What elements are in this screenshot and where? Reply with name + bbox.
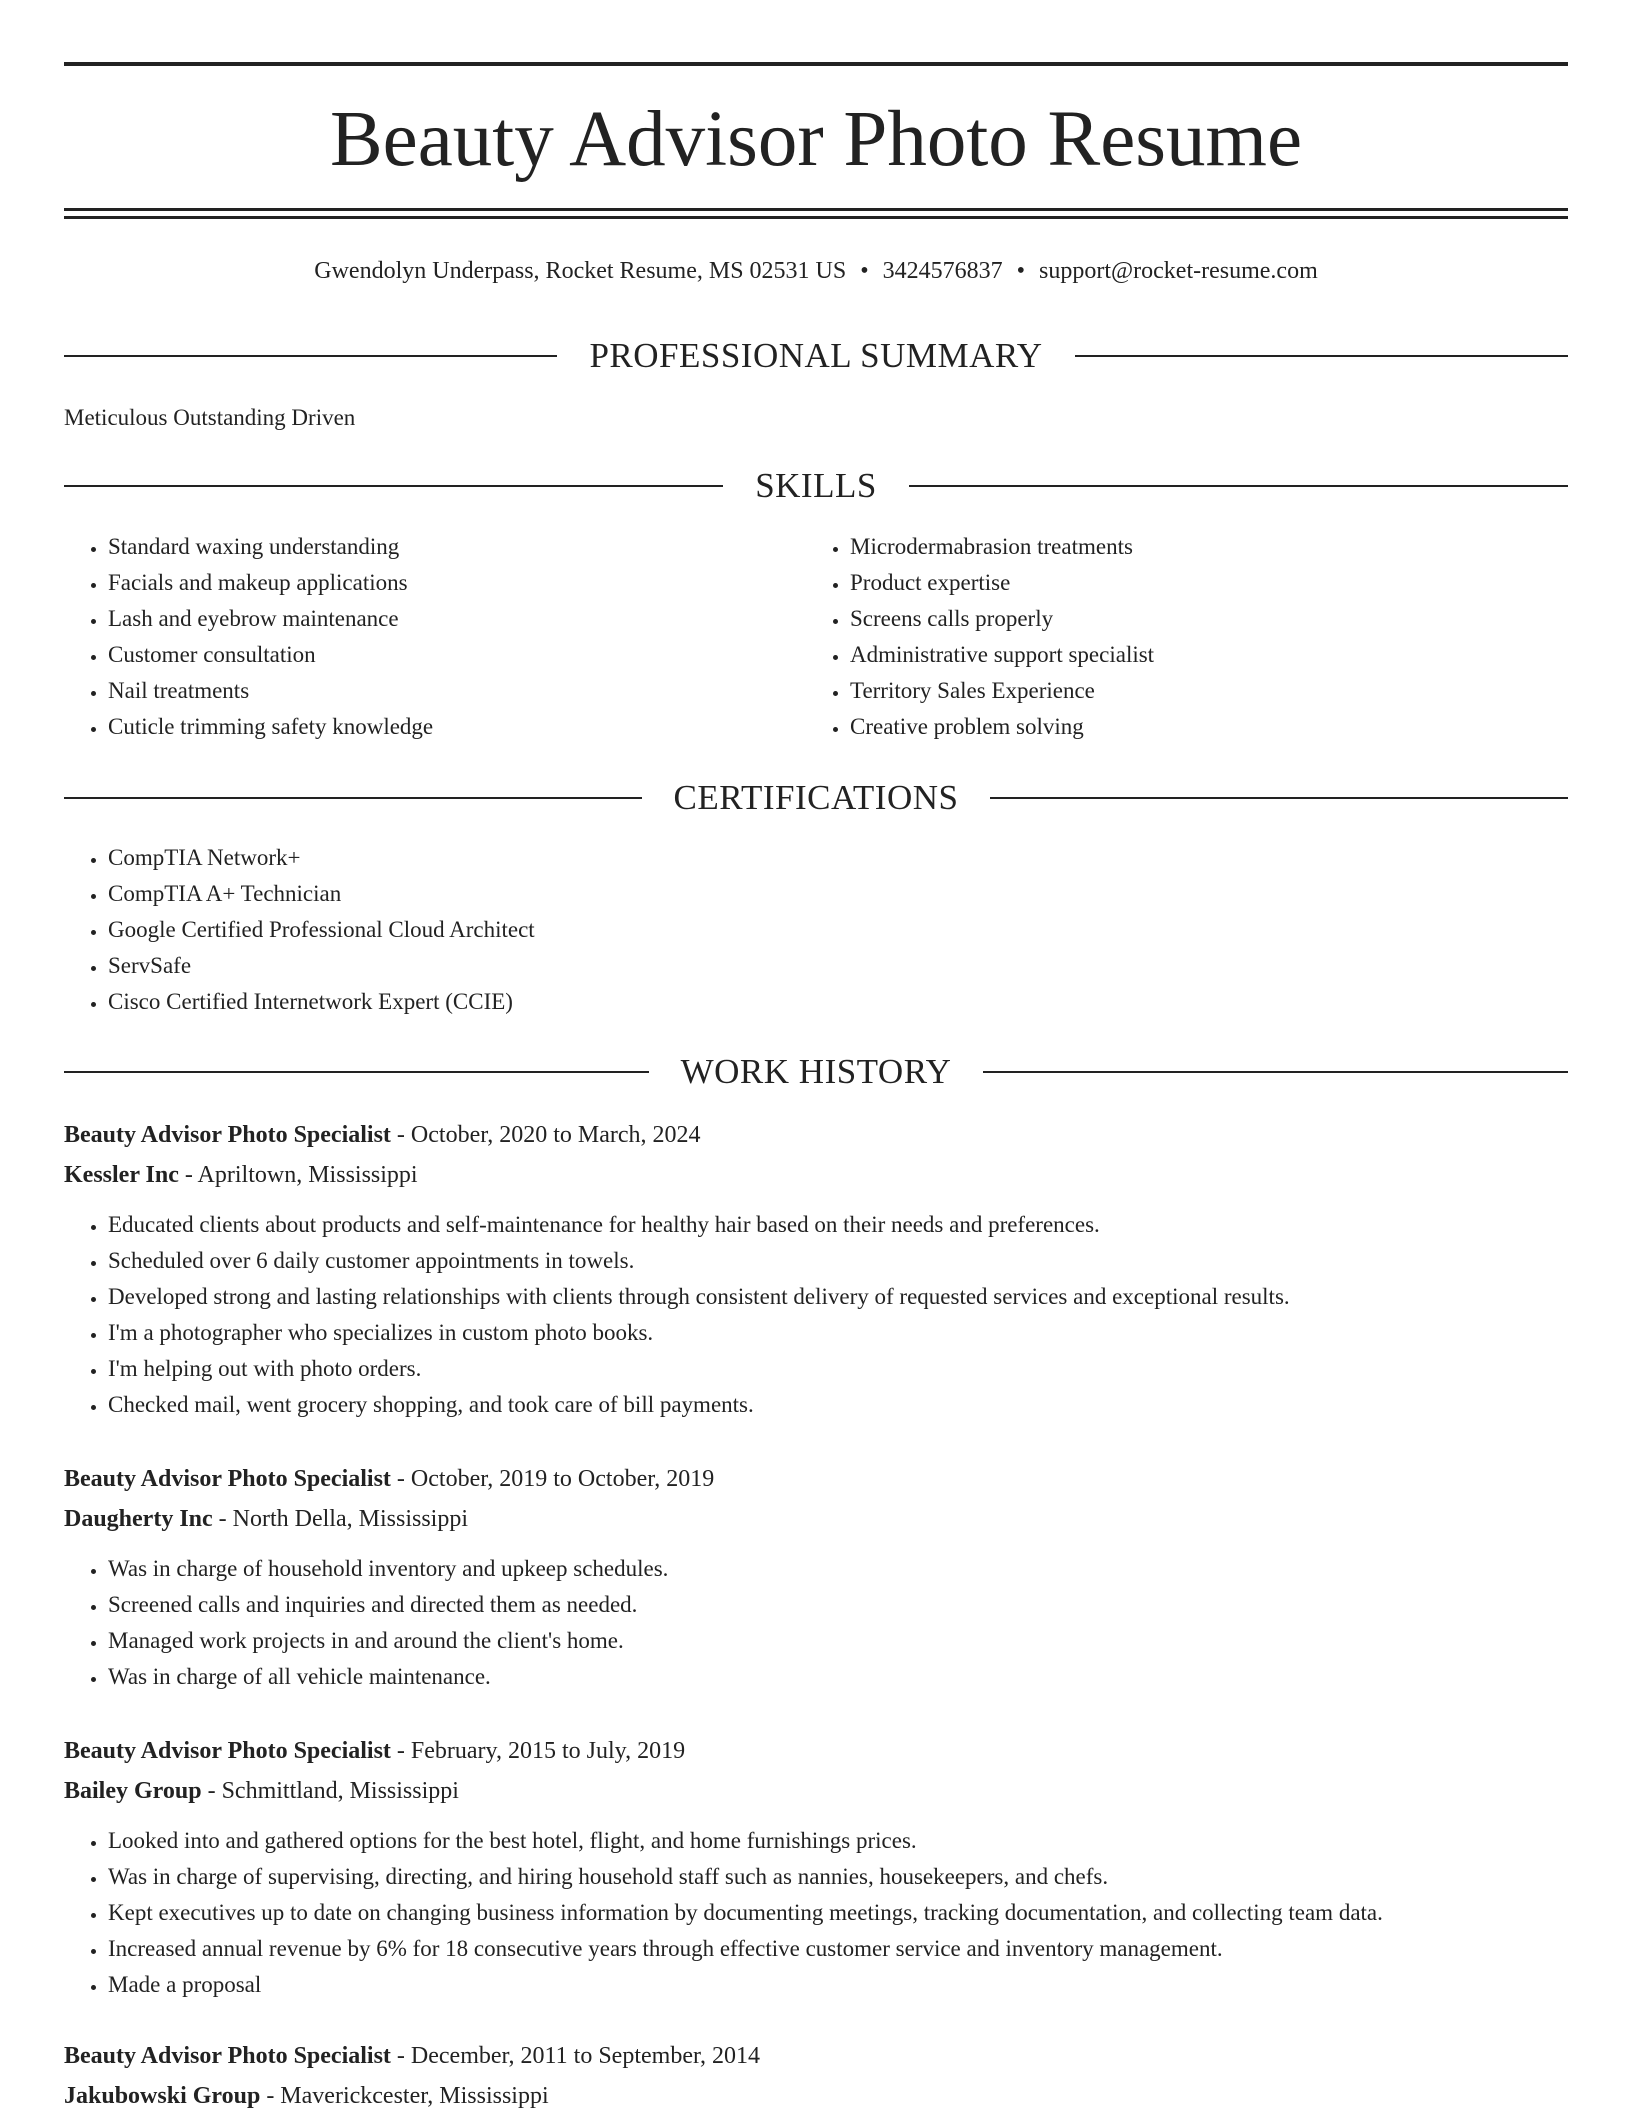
job-bullets <box>64 1207 1568 1423</box>
job-dates: - October, 2020 to March, 2024 <box>390 1122 701 1148</box>
job-company: Jakubowski Group <box>64 2083 261 2109</box>
skill-item: • Facials and makeup applications <box>108 565 808 601</box>
job-company-line <box>64 1499 1568 1539</box>
section-rule-left <box>64 797 642 799</box>
section-header-certifications <box>64 776 1568 820</box>
job-title: Beauty Advisor Photo Specialist <box>64 1466 391 1492</box>
job-bullet: • I'm helping out with photo orders. <box>108 1351 1568 1387</box>
resume-title: Beauty Advisor Photo Resume <box>329 96 1303 183</box>
job-bullet: • Checked mail, went grocery shopping, and took care of bill payments. <box>108 1387 1568 1423</box>
job-location: - North Della, Mississippi <box>212 1506 468 1532</box>
contact-address: Gwendolyn Underpass, Rocket Resume, MS 02531 US <box>314 258 847 284</box>
job-entry <box>64 1731 1568 2003</box>
section-rule-right <box>990 797 1568 799</box>
skill-item: • Customer consultation <box>108 637 808 673</box>
skill-item: • Creative problem solving <box>850 709 1610 745</box>
skill-item: • Product expertise <box>850 565 1610 601</box>
section-title-skills: SKILLS <box>755 466 877 505</box>
job-company: Bailey Group <box>64 1778 202 1804</box>
job-title-line <box>64 1459 1568 1499</box>
job-entry <box>64 1115 1568 1423</box>
section-header-skills <box>64 464 1568 508</box>
job-bullet: • Scheduled over 6 daily customer appointments in towels. <box>108 1243 1568 1279</box>
job-title-line <box>64 1731 1568 1771</box>
section-rule-left <box>64 1071 649 1073</box>
skill-item: • Territory Sales Experience <box>850 673 1610 709</box>
section-header-work-history <box>64 1050 1568 1094</box>
job-company-line <box>64 1771 1568 1811</box>
skill-item: • Lash and eyebrow maintenance <box>108 601 808 637</box>
skill-item: • Cuticle trimming safety knowledge <box>108 709 808 745</box>
job-bullet: • Managed work projects in and around the client's home. <box>108 1623 1568 1659</box>
contact-separator: • <box>1016 258 1026 284</box>
skill-item: • Administrative support specialist <box>850 637 1610 673</box>
skill-item: • Nail treatments <box>108 673 808 709</box>
certification-item: • Cisco Certified Internetwork Expert (CCIE) <box>108 984 1612 1020</box>
job-dates: - February, 2015 to July, 2019 <box>390 1738 686 1764</box>
job-bullet: • Screened calls and inquiries and directed them as needed. <box>108 1587 1568 1623</box>
job-company-line <box>64 1155 1568 1195</box>
job-bullet: • Made a proposal <box>108 1967 1568 2003</box>
job-dates: - December, 2011 to September, 2014 <box>390 2043 761 2069</box>
job-bullets <box>64 1551 1568 1695</box>
contact-email: support@rocket-resume.com <box>1039 258 1318 284</box>
section-title-work-history: WORK HISTORY <box>680 1052 952 1091</box>
certification-item: • Google Certified Professional Cloud Architect <box>108 912 1612 948</box>
job-company: Kessler Inc <box>64 1162 179 1188</box>
title-double-rule-lower <box>64 216 1568 219</box>
job-dates: - October, 2019 to October, 2019 <box>390 1466 715 1492</box>
section-rule-right <box>983 1071 1568 1073</box>
section-rule-left <box>64 355 557 357</box>
contact-line <box>64 254 1568 288</box>
job-bullet: • Looked into and gathered options for the best hotel, flight, and home furnishings prices. <box>108 1823 1568 1859</box>
job-bullet: • Developed strong and lasting relationships with clients through consistent delivery of requested services and exceptional results. <box>108 1279 1568 1315</box>
job-location: - Maverickcester, Mississippi <box>260 2083 549 2109</box>
section-title-certifications: CERTIFICATIONS <box>673 778 959 817</box>
top-rule <box>64 62 1568 66</box>
section-title-summary: PROFESSIONAL SUMMARY <box>589 336 1043 375</box>
job-location: - Schmittland, Mississippi <box>201 1778 459 1804</box>
job-entry <box>64 2036 1568 2116</box>
job-company: Daugherty Inc <box>64 1506 213 1532</box>
certification-item: • ServSafe <box>108 948 1612 984</box>
section-rule-right <box>1075 355 1568 357</box>
job-company-line <box>64 2076 1568 2116</box>
job-title: Beauty Advisor Photo Specialist <box>64 1738 391 1764</box>
job-title-line <box>64 2036 1568 2076</box>
job-entry <box>64 1459 1568 1695</box>
job-title: Beauty Advisor Photo Specialist <box>64 2043 391 2069</box>
job-location: - Apriltown, Mississippi <box>178 1162 418 1188</box>
certification-item: • CompTIA A+ Technician <box>108 876 1612 912</box>
contact-separator: • <box>860 258 869 284</box>
section-header-summary <box>64 334 1568 378</box>
skills-list-left <box>64 529 808 745</box>
job-bullets <box>64 1823 1568 2003</box>
certifications-list <box>64 840 1612 1020</box>
title-double-rule-upper <box>64 208 1568 211</box>
skill-item: • Standard waxing understanding <box>108 529 808 565</box>
job-title-line <box>64 1115 1568 1155</box>
summary-text: Meticulous Outstanding Driven <box>64 405 356 430</box>
job-bullet: • Was in charge of household inventory and upkeep schedules. <box>108 1551 1568 1587</box>
job-bullet: • Educated clients about products and self-maintenance for healthy hair based on their needs and preferences. <box>108 1207 1568 1243</box>
job-bullet: • Was in charge of all vehicle maintenance. <box>108 1659 1568 1695</box>
job-bullet: • I'm a photographer who specializes in custom photo books. <box>108 1315 1568 1351</box>
skill-item: • Microdermabrasion treatments <box>850 529 1610 565</box>
job-bullet: • Increased annual revenue by 6% for 18 consecutive years through effective customer service and inventory management. <box>108 1931 1568 1967</box>
job-bullet: • Was in charge of supervising, directing, and hiring household staff such as nannies, housekeepers, and chefs. <box>108 1859 1568 1895</box>
section-rule-left <box>64 485 723 487</box>
job-bullet: • Kept executives up to date on changing business information by documenting meetings, tracking documentation, and collecting team data. <box>108 1895 1568 1931</box>
section-rule-right <box>909 485 1568 487</box>
skills-list-right <box>806 529 1610 745</box>
job-title: Beauty Advisor Photo Specialist <box>64 1122 391 1148</box>
contact-phone: 3424576837 <box>882 258 1003 284</box>
skill-item: • Screens calls properly <box>850 601 1610 637</box>
certification-item: • CompTIA Network+ <box>108 840 1612 876</box>
